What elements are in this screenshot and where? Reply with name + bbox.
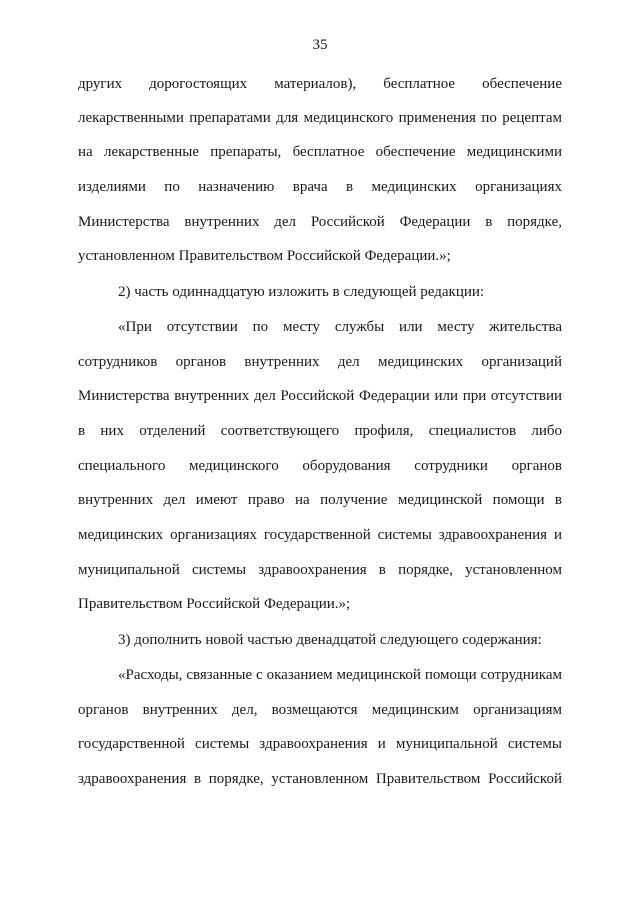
text-line-20: государственной системы здравоохранения и муниципальной системы xyxy=(78,736,562,752)
text-line-1: других дорогостоящих материалов), бесплатное обеспечение xyxy=(78,76,562,92)
text-line-15: муниципальной системы здравоохранения в порядке, установленном xyxy=(78,562,562,578)
text-line-2: лекарственными препаратами для медицинского применения по рецептам xyxy=(78,110,562,126)
text-line-11: в них отделений соответствующего профиля, специалистов либо xyxy=(78,423,562,439)
text-line-17: 3) дополнить новой частью двенадцатой следующего содержания: xyxy=(118,632,542,648)
page-number: 35 xyxy=(312,37,328,53)
text-line-12: специального медицинского оборудования сотрудники органов xyxy=(78,458,562,474)
text-line-4: изделиями по назначению врача в медицинских организациях xyxy=(78,179,562,195)
text-line-10: Министерства внутренних дел Российской Федерации или при отсутствии xyxy=(78,388,562,404)
text-line-6: установленном Правительством Российской Федерации.»; xyxy=(78,248,451,264)
text-line-18: «Расходы, связанные с оказанием медицинской помощи сотрудникам xyxy=(118,667,562,683)
text-line-9: сотрудников органов внутренних дел медицинских организаций xyxy=(78,354,562,370)
text-line-14: медицинских организациях государственной системы здравоохранения и xyxy=(78,527,562,543)
text-line-19: органов внутренних дел, возмещаются медицинским организациям xyxy=(78,702,562,718)
text-line-16: Правительством Российской Федерации.»; xyxy=(78,596,351,612)
text-line-21: здравоохранения в порядке, установленном Правительством Российской xyxy=(78,771,562,787)
text-line-7: 2) часть одиннадцатую изложить в следующей редакции: xyxy=(118,284,485,300)
text-line-5: Министерства внутренних дел Российской Федерации в порядке, xyxy=(78,214,562,230)
text-line-8: «При отсутствии по месту службы или месту жительства xyxy=(118,319,562,335)
text-line-13: внутренних дел имеют право на получение медицинской помощи в xyxy=(78,492,562,508)
text-line-3: на лекарственные препараты, бесплатное обеспечение медицинскими xyxy=(78,144,562,160)
